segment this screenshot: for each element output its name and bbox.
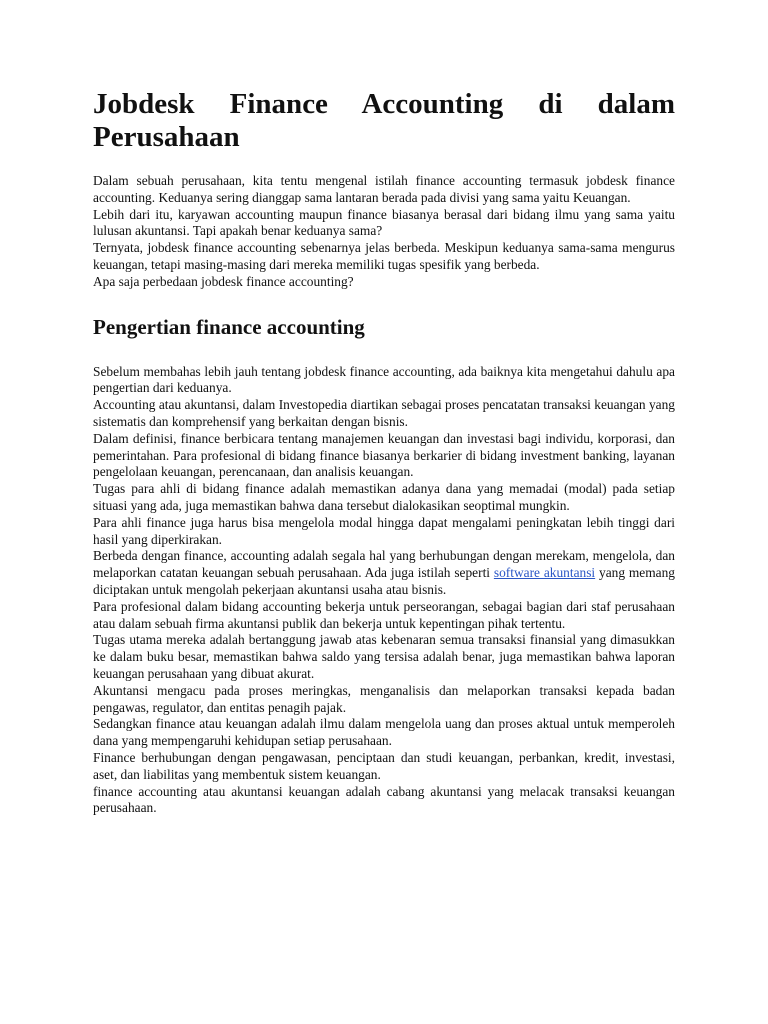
link-paragraph-before: Berbeda dengan finance, accounting adalah segala hal yang berhubungan dengan merekam, mengelola, dan melaporkan catatan keuangan sebuah perusahaan. Ada juga istilah seperti bbox=[93, 548, 675, 581]
section-paragraph-1: Sebelum membahas lebih jauh tentang jobdesk finance accounting, ada baiknya kita mengetahui dahulu apa pengertian dari keduanya. bbox=[93, 363, 675, 396]
intro-paragraph-2: Lebih dari itu, karyawan accounting maupun finance biasanya berasal dari bidang ilmu yang sama yaitu lulusan akuntansi. Tapi apakah benar keduanya sama? bbox=[93, 206, 675, 239]
section-heading: Pengertian finance accounting bbox=[93, 314, 365, 339]
intro-paragraph-3: Ternyata, jobdesk finance accounting sebenarnya jelas berbeda. Meskipun keduanya sama-sama mengurus keuangan, tetapi masing-masing dari mereka memiliki tugas spesifik yang berbeda. bbox=[93, 240, 675, 272]
closing-paragraph-5: Finance berhubungan dengan pengawasan, penciptaan dan studi keuangan, perbankan, kredit, investasi, aset, dan liabilitas yang membentuk sistem keuangan. bbox=[93, 749, 675, 782]
section-paragraph-3: Dalam definisi, finance berbicara tentang manajemen keuangan dan investasi bagi individu, korporasi, dan pemerintahan. Para profesional di bidang finance biasanya berkarier di bidang investment banking, layanan pengelolaan keuangan, perencanaan, dan analisis keuangan. bbox=[93, 430, 675, 480]
section-paragraph-5: Para ahli finance juga harus bisa mengelola modal hingga dapat mengalami peningkatan lebih tinggi dari hasil yang diperkirakan. bbox=[93, 514, 675, 547]
closing-paragraph-4: Sedangkan finance atau keuangan adalah ilmu dalam mengelola uang dan proses aktual untuk memperoleh dana yang mempengaruhi kehidupan setiap perusahaan. bbox=[93, 716, 675, 749]
software-akuntansi-link[interactable]: software akuntansi bbox=[493, 565, 596, 581]
document-page bbox=[93, 88, 675, 817]
closing-paragraph-1: Para profesional dalam bidang accounting bekerja untuk perseorangan, sebagai bagian dari staf perusahaan atau dalam sebuah firma akuntansi publik dan bekerja untuk kepentingan pihak tertentu. bbox=[93, 598, 675, 631]
intro-paragraph-4: Apa saja perbedaan jobdesk finance accounting? bbox=[93, 273, 354, 289]
closing-paragraph-2: Tugas utama mereka adalah bertanggung jawab atas kebenaran semua transaksi finansial yang dimasukkan ke dalam buku besar, memastikan bahwa saldo yang tersisa adalah benar, juga memastikan bahwa laporan keuangan perusahaan yang dibuat akurat. bbox=[93, 632, 675, 681]
section-paragraph-4: Tugas para ahli di bidang finance adalah memastikan adanya dana yang memadai (modal) pada setiap situasi yang ada, juga memastikan bahwa dana tersebut dialokasikan seoptimal mungkin. bbox=[93, 481, 675, 513]
section-paragraph-2: Accounting atau akuntansi, dalam Investopedia diartikan sebagai proses pencatatan transaksi keuangan yang sistematis dan komprehensif yang berkaitan dengan bisnis. bbox=[93, 397, 675, 429]
document-title: Jobdesk Finance Accounting di dalam Perusahaan bbox=[93, 88, 675, 153]
closing-paragraph-3: Akuntansi mengacu pada proses meringkas, menganalisis dan melaporkan transaksi kepada badan pengawas, regulator, dan entitas penagih pajak. bbox=[93, 682, 675, 715]
link-paragraph-after: yang memang diciptakan untuk mengolah pekerjaan akuntansi usaha atau bisnis. bbox=[93, 565, 675, 597]
closing-paragraph-6: finance accounting atau akuntansi keuangan adalah cabang akuntansi yang melacak transaksi keuangan perusahaan. bbox=[93, 783, 675, 816]
link-paragraph bbox=[93, 548, 675, 598]
intro-paragraph-1: Dalam sebuah perusahaan, kita tentu mengenal istilah finance accounting termasuk jobdesk finance accounting. Keduanya sering dianggap sama lantaran berada pada divisi yang sama yaitu Keuangan. bbox=[93, 173, 675, 205]
